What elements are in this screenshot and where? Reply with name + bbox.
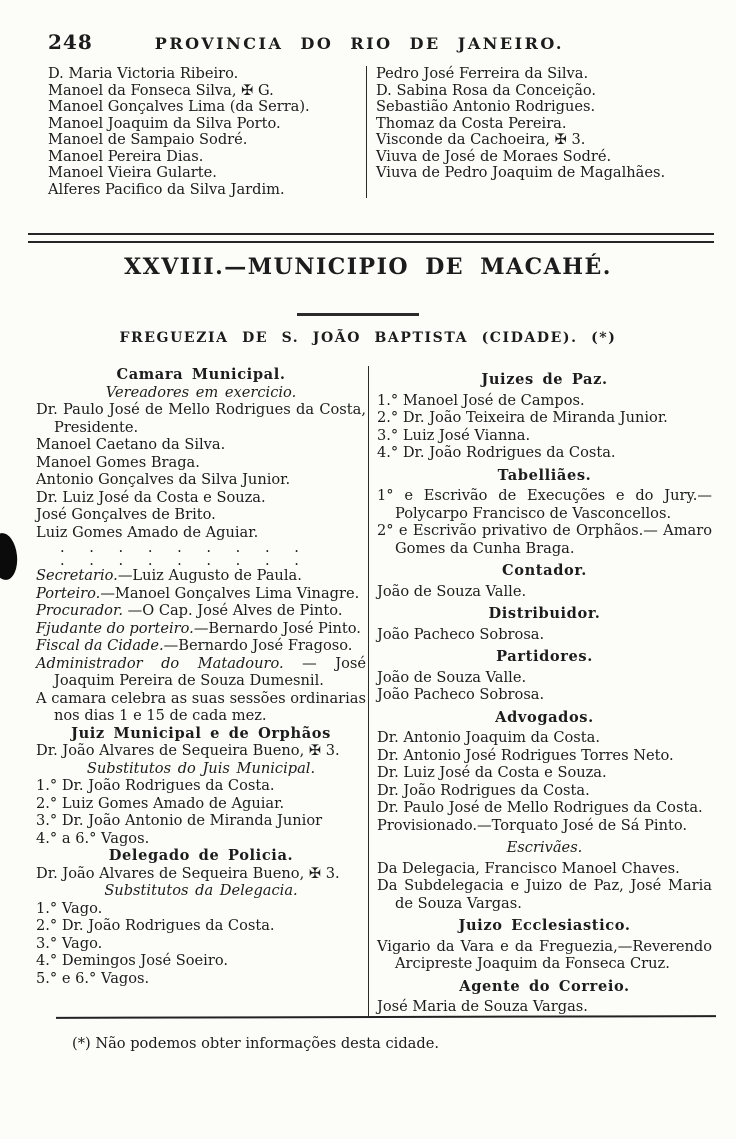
- list-item: Dr. Antonio José Rodrigues Torres Neto.: [377, 746, 674, 764]
- ink-blot-artifact: [0, 532, 19, 581]
- substitutos-delegacia-heading: Substitutos da Delegacia.: [104, 882, 298, 899]
- agente-correio-heading: Agente do Correio.: [459, 977, 630, 995]
- session-note: A camara celebra as suas sessões ordinarias nos dias 1 e 15 de cada mez.: [36, 689, 366, 724]
- juiz-municipal-heading: Juiz Municipal e de Orphãos: [71, 724, 331, 742]
- page-header: [48, 30, 696, 54]
- double-rule: [28, 233, 714, 243]
- list-item: Sebastião Antonio Rodrigues.: [376, 98, 596, 115]
- section-title: XXVIII.—MUNICIPIO DE MACAHÉ.: [124, 254, 612, 280]
- list-item: Thomaz da Costa Pereira.: [376, 114, 567, 132]
- page-number: 248: [48, 30, 93, 54]
- list-item: Dr. Antonio Joaquim da Costa.: [377, 729, 600, 746]
- official-name: —Manoel Gonçalves Lima Vinagre.: [100, 584, 360, 602]
- list-item: João Pacheco Sobrosa.: [377, 686, 545, 703]
- list-item: Manoel de Sampaio Sodré.: [48, 131, 248, 148]
- contador-heading: Contador.: [502, 562, 587, 579]
- official-role: Fjudante do porteiro.: [36, 619, 194, 637]
- list-item: Dr. Paulo José de Mello Rodrigues da Costa.: [377, 799, 703, 816]
- official-name: —Bernardo José Fragoso.: [163, 637, 353, 654]
- official-name: —O Cap. José Alves de Pinto.: [122, 602, 343, 619]
- official-name: —Luiz Augusto de Paula.: [117, 567, 302, 584]
- list-item: Viuva de José de Moraes Sodré.: [376, 147, 612, 165]
- list-item: Vigario da Vara e da Freguezia,—Reverendo Arcipreste Joaquim da Fonseca Cruz.: [377, 937, 712, 972]
- list-item: 1.° Dr. João Rodrigues da Costa.: [36, 777, 275, 794]
- list-item: Dr. Luiz José da Costa e Souza.: [36, 488, 266, 506]
- partidores-heading: Partidores.: [496, 648, 593, 665]
- notables-list-left: [48, 66, 366, 198]
- list-item: 4.° Demingos José Soeiro.: [36, 952, 228, 969]
- ellipsis-row: . . . . . . . . .: [60, 539, 299, 556]
- list-item: 2.° Dr. João Teixeira de Miranda Junior.: [377, 409, 668, 426]
- list-item: Manoel da Fonseca Silva, ✠ G.: [48, 81, 274, 99]
- list-item: Pedro José Ferreira da Silva.: [376, 65, 589, 82]
- list-item: D. Maria Victoria Ribeiro.: [48, 65, 239, 82]
- list-item: Dr. João Rodrigues da Costa.: [377, 781, 590, 799]
- juizes-de-paz-heading: Juizes de Paz.: [481, 371, 608, 388]
- substitutos-juiz-heading: Substitutos do Juis Municipal.: [86, 759, 316, 777]
- official-item: [36, 637, 366, 655]
- freguezia-subtitle: FREGUEZIA DE S. JOÃO BAPTISTA (CIDADE). (*): [119, 330, 617, 346]
- list-item: D. Sabina Rosa da Conceição.: [376, 81, 597, 99]
- official-item: [36, 620, 366, 638]
- list-item: 4.° Dr. João Rodrigues da Costa.: [377, 444, 616, 461]
- list-item: 2° e Escrivão privativo de Orphãos.— Amaro Gomes da Cunha Braga.: [377, 522, 712, 557]
- list-item: 3.° Luiz José Vianna.: [377, 426, 531, 444]
- list-item: José Maria de Souza Vargas.: [377, 998, 588, 1015]
- list-item: 4.° a 6.° Vagos.: [36, 829, 150, 847]
- list-item: João de Souza Valle.: [377, 668, 527, 686]
- roster-column-right: [369, 366, 712, 1016]
- official-name: —Bernardo José Pinto.: [193, 619, 361, 637]
- delegado-heading: Delegado de Policia.: [108, 847, 294, 864]
- official-role: Secretario.: [36, 567, 118, 584]
- official-name: — José Joaquim Pereira de Souza Dumesnil.: [54, 654, 366, 689]
- official-role: Administrador do Matadouro.: [36, 654, 284, 672]
- advogados-heading: Advogados.: [495, 708, 594, 726]
- official-item: [36, 567, 366, 585]
- section-divider-rule: [297, 313, 419, 316]
- roster-column-left: [36, 366, 366, 1016]
- official-item: [36, 585, 366, 603]
- juizo-ecclesiastico-heading: Juizo Ecclesiastico.: [458, 917, 631, 934]
- list-item: 1.° Vago.: [36, 899, 103, 917]
- list-item: Manoel Vieira Gularte.: [48, 164, 217, 181]
- list-item: Dr. João Alvares de Sequeira Bueno, ✠ 3.: [36, 742, 340, 759]
- official-item: [36, 602, 366, 620]
- list-item: João de Souza Valle.: [377, 582, 527, 600]
- list-item: 1.° Manoel José de Campos.: [377, 391, 585, 409]
- list-item: Alferes Pacifico da Silva Jardim.: [48, 180, 285, 198]
- list-item: Manoel Gomes Braga.: [36, 453, 200, 471]
- list-item: Da Subdelegacia e Juizo de Paz, José Maria de Souza Vargas.: [377, 877, 712, 912]
- escrivaes-heading: Escrivães.: [506, 839, 583, 856]
- camara-municipal-heading: Camara Municipal.: [116, 366, 286, 383]
- list-item: Dr. Paulo José de Mello Rodrigues da Costa, Presidente.: [36, 401, 366, 436]
- vereadores-heading: Vereadores em exercicio.: [105, 383, 297, 401]
- footnote: (*) Não podemos obter informações desta cidade.: [72, 1035, 439, 1052]
- list-item: Provisionado.—Torquato José de Sá Pinto.: [377, 816, 688, 834]
- distribuidor-heading: Distribuidor.: [488, 605, 601, 622]
- notables-list-right: [367, 66, 708, 198]
- notables-lists: [48, 66, 708, 198]
- list-item: Dr. Luiz José da Costa e Souza.: [377, 764, 607, 781]
- list-item: Da Delegacia, Francisco Manoel Chaves.: [377, 859, 680, 877]
- footnote-rule: [56, 1015, 716, 1019]
- ellipsis-row: . . . . . . . . .: [60, 552, 299, 569]
- official-item: [36, 655, 366, 690]
- official-role: Procurador.: [36, 602, 123, 619]
- official-role: Porteiro.: [36, 584, 101, 602]
- list-item: 2.° Dr. João Rodrigues da Costa.: [36, 917, 275, 934]
- list-item: 5.° e 6.° Vagos.: [36, 969, 150, 987]
- list-item: Manoel Caetano da Silva.: [36, 436, 226, 453]
- list-item: Luiz Gomes Amado de Aguiar.: [36, 523, 259, 541]
- tabelliaes-heading: Tabelliães.: [497, 466, 592, 484]
- running-title: PROVINCIA DO RIO DE JANEIRO.: [154, 34, 564, 53]
- list-item: 3.° Vago.: [36, 934, 103, 952]
- list-item: Manoel Joaquim da Silva Porto.: [48, 114, 281, 132]
- list-item: 2.° Luiz Gomes Amado de Aguiar.: [36, 794, 285, 812]
- list-item: Viuva de Pedro Joaquim de Magalhães.: [376, 164, 666, 181]
- list-item: 1° e Escrivão de Execuções e do Jury.— Polycarpo Francisco de Vasconcellos.: [377, 487, 712, 522]
- list-item: 3.° Dr. João Antonio de Miranda Junior: [36, 812, 323, 829]
- list-item: Dr. João Alvares de Sequeira Bueno, ✠ 3.: [36, 864, 340, 882]
- list-item: Antonio Gonçalves da Silva Junior.: [36, 471, 291, 488]
- list-item: Visconde da Cachoeira, ✠ 3.: [376, 131, 586, 148]
- list-item: Manoel Pereira Dias.: [48, 147, 204, 165]
- list-item: José Gonçalves de Brito.: [36, 506, 216, 523]
- official-role: Fiscal da Cidade.: [36, 637, 164, 654]
- list-item: Manoel Gonçalves Lima (da Serra).: [48, 98, 310, 115]
- list-item: João Pacheco Sobrosa.: [377, 625, 545, 643]
- roster-body: [36, 366, 712, 1016]
